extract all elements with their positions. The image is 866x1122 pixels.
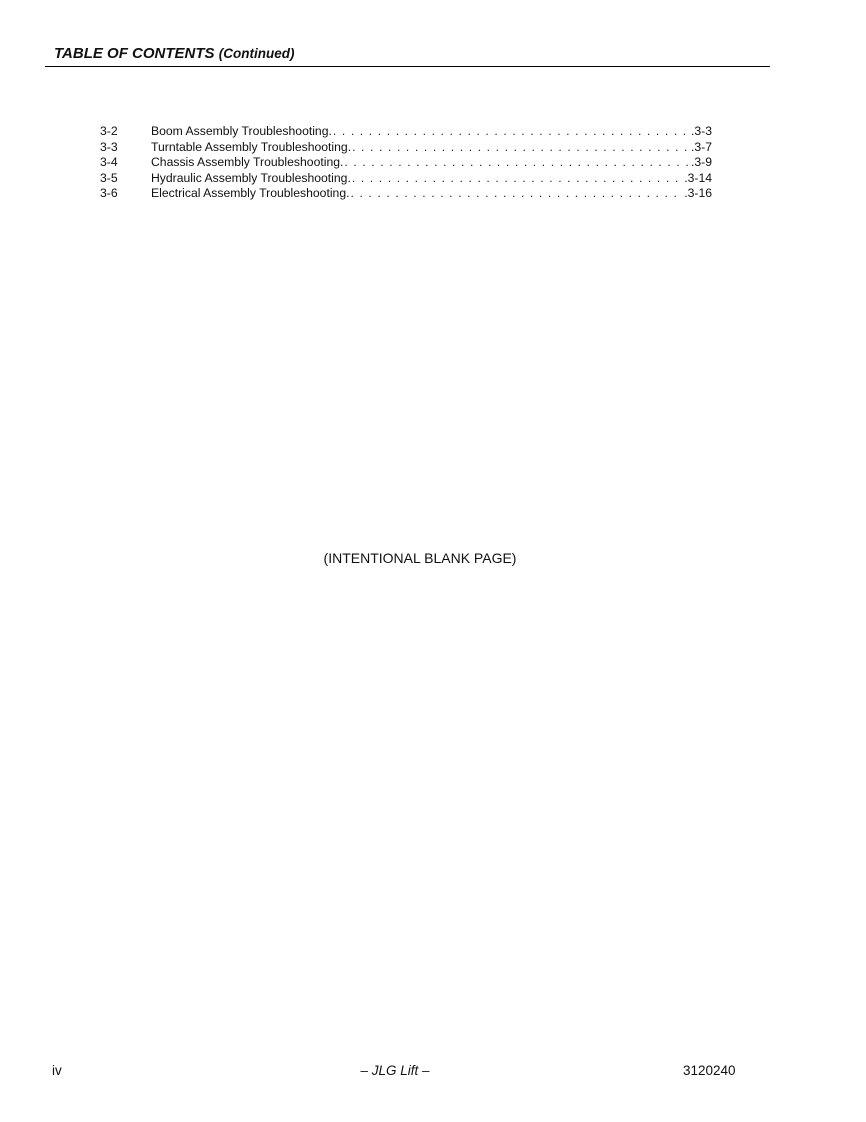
header-rule [45, 66, 770, 67]
toc-entry[interactable] [100, 155, 712, 171]
toc-entry-number: 3-2 [100, 124, 118, 138]
toc-entry-page: .3-16 [684, 186, 712, 201]
toc-entry-title: Electrical Assembly Troubleshooting. [151, 186, 350, 201]
toc-leader-dots [333, 124, 690, 140]
footer-page-number: iv [52, 1063, 62, 1078]
toc-entry-page: .3-14 [684, 170, 712, 185]
toc-entry-page: .3-3 [690, 124, 712, 138]
toc-entry[interactable] [100, 186, 712, 202]
toc-leader-dots [352, 171, 683, 187]
header-title: TABLE OF CONTENTS [54, 45, 215, 62]
toc-list [100, 124, 712, 202]
toc-entry-title: Chassis Assembly Troubleshooting. [151, 155, 344, 170]
header-continued: (Continued) [218, 46, 295, 61]
footer-center-text: – JLG Lift – [360, 1063, 430, 1078]
toc-leader-dots [350, 186, 683, 202]
toc-entry-title: Hydraulic Assembly Troubleshooting. [151, 170, 351, 185]
toc-entry-title: Boom Assembly Troubleshooting. [151, 124, 332, 138]
intentional-blank-note: (INTENTIONAL BLANK PAGE) [323, 550, 517, 566]
toc-entry-number: 3-6 [100, 186, 118, 201]
toc-leader-dots [352, 140, 690, 156]
footer-doc-number: 3120240 [683, 1063, 736, 1078]
toc-entry[interactable] [100, 171, 712, 187]
toc-entry-title: Turntable Assembly Troubleshooting. [151, 139, 352, 154]
toc-entry-page: .3-7 [690, 139, 712, 154]
toc-entry[interactable] [100, 124, 712, 140]
toc-leader-dots [344, 155, 690, 171]
toc-entry[interactable] [100, 140, 712, 156]
toc-entry-number: 3-4 [100, 155, 118, 170]
page-header [54, 45, 294, 62]
toc-entry-number: 3-3 [100, 139, 118, 154]
toc-entry-page: .3-9 [690, 155, 712, 170]
toc-entry-number: 3-5 [100, 170, 118, 185]
